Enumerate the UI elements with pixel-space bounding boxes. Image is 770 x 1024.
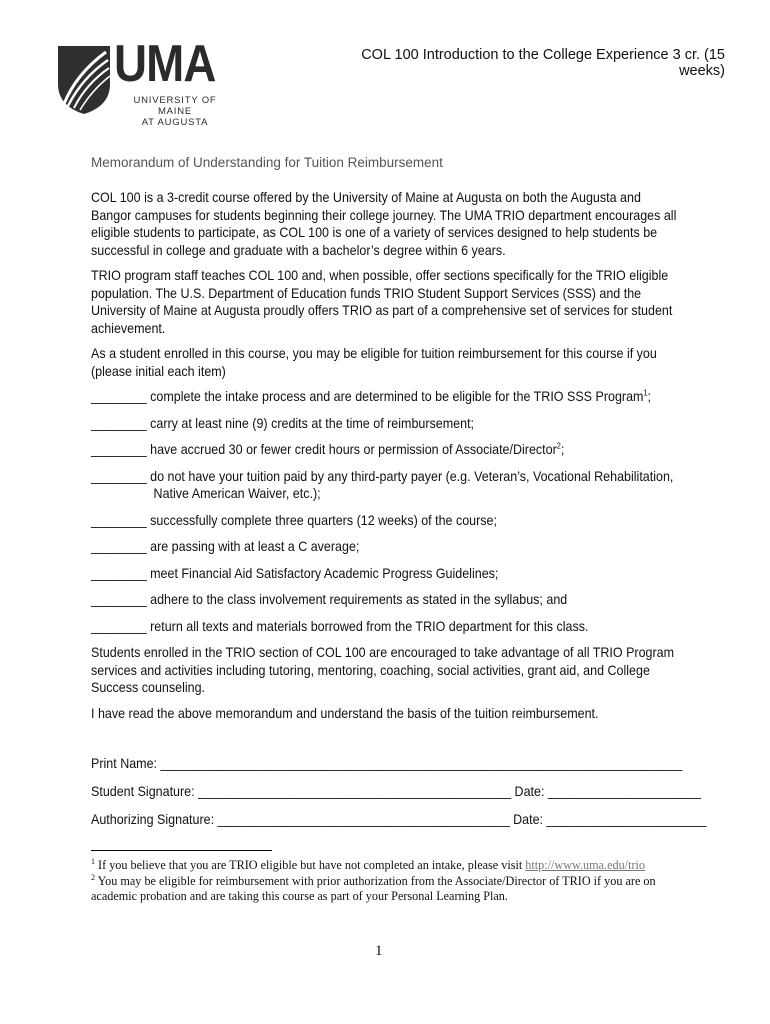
paragraph-intro: COL 100 is a 3-credit course offered by the University of Maine at Augusta on both the Augusta and Bangor campuses for students beginning their college journey. The UMA TRIO department encourages all eligible students to participate, as COL 100 is one of a variety of services designed to help students be successful in college and graduate with a bachelor’s degree within 6 years.: [91, 190, 677, 258]
initial-blank[interactable]: ________: [91, 539, 147, 554]
logo-subtitle-line2: AT AUGUSTA: [141, 117, 209, 128]
list-item: [91, 565, 680, 583]
paragraph-services: Students enrolled in the TRIO section of COL 100 are encouraged to take advantage of all TRIO Program services and activities including tutoring, mentoring, coaching, social activities, grant aid, and College Success counseling.: [91, 645, 675, 695]
footnote-number: 1: [91, 856, 95, 866]
paragraph-trio: TRIO program staff teaches COL 100 and, when possible, offer sections specifically for the TRIO eligible population. The U.S. Department of Education funds TRIO Student Support Services (SSS) and the University of Maine at Augusta proudly offers TRIO as part of a comprehensive set of services for student achievement.: [91, 268, 673, 336]
item-punct: ;: [647, 389, 652, 404]
authorizing-signature-field[interactable]: Authorizing Signature: __________________________________________ Date: _______________________: [91, 812, 707, 827]
page-number: 1: [375, 943, 383, 959]
initial-blank[interactable]: ________: [91, 389, 147, 404]
initial-blank[interactable]: ________: [91, 565, 147, 581]
item-text: are passing with at least a C average;: [150, 539, 360, 554]
logo-subtitle-line1: UNIVERSITY OF MAINE: [133, 95, 217, 117]
uma-shield-icon: [56, 44, 116, 116]
footnote-ref[interactable]: 1: [643, 388, 648, 398]
paragraph-eligibility: As a student enrolled in this course, you may be eligible for tuition reimbursement for this course if you (please initial each item): [91, 346, 657, 379]
list-item: [91, 415, 680, 433]
trio-link[interactable]: http://www.uma.edu/trio: [525, 858, 645, 872]
footnote-text: You may be eligible for reimbursement with prior authorization from the Associate/Director of TRIO if you are on academic probation and are taking this course as part of your Personal Learning Plan.: [91, 874, 656, 903]
footnote-divider: [91, 850, 272, 851]
footnote-number: 2: [91, 872, 95, 882]
item-text: complete the intake process and are determined to be eligible for the TRIO SSS Program: [150, 389, 644, 404]
footnote-2: [91, 874, 691, 904]
initial-blank[interactable]: ________: [91, 512, 147, 528]
list-item: [91, 538, 680, 556]
item-text: do not have your tuition paid by any third-party payer (e.g. Veteran’s, Vocational Rehabilitation,: [150, 468, 674, 484]
list-item: [91, 618, 680, 636]
list-item: [91, 591, 680, 609]
list-item: [91, 512, 680, 530]
footnote-1: [91, 858, 691, 873]
list-item: [91, 441, 680, 459]
memo-title: Memorandum of Understanding for Tuition Reimbursement: [91, 155, 443, 170]
print-name-field[interactable]: Print Name: ___________________________________________________________________________: [91, 756, 683, 771]
item-text: meet Financial Aid Satisfactory Academic Progress Guidelines;: [150, 565, 499, 581]
list-item: [91, 468, 680, 503]
logo-wordmark: UMA: [114, 35, 216, 93]
paragraph-acknowledge: I have read the above memorandum and understand the basis of the tuition reimbursement.: [91, 705, 599, 721]
initial-blank[interactable]: ________: [91, 468, 147, 484]
item-text: have accrued 30 or fewer credit hours or permission of Associate/Director: [150, 442, 557, 457]
item-text-continued: Native American Waiver, etc.);: [153, 486, 321, 501]
initial-blank[interactable]: ________: [91, 415, 147, 431]
item-punct: ;: [560, 442, 565, 457]
item-text: carry at least nine (9) credits at the time of reimbursement;: [150, 415, 475, 431]
footnote-text: If you believe that you are TRIO eligible but have not completed an intake, please visit: [95, 858, 526, 872]
initial-blank[interactable]: ________: [91, 592, 147, 607]
course-title: COL 100 Introduction to the College Experience 3 cr. (15 weeks): [361, 47, 725, 79]
item-text: adhere to the class involvement requirements as stated in the syllabus; and: [150, 592, 568, 607]
item-text: successfully complete three quarters (12 weeks) of the course;: [150, 512, 497, 528]
item-text: return all texts and materials borrowed from the TRIO department for this class.: [150, 618, 589, 634]
initial-blank[interactable]: ________: [91, 618, 147, 634]
initial-blank[interactable]: ________: [91, 442, 147, 457]
footnote-ref[interactable]: 2: [556, 441, 561, 451]
list-item: [91, 388, 680, 406]
logo-subtitle: [118, 95, 232, 128]
memo-body: [91, 189, 680, 730]
student-signature-field[interactable]: Student Signature: _____________________________________________ Date: ______________________: [91, 784, 701, 799]
